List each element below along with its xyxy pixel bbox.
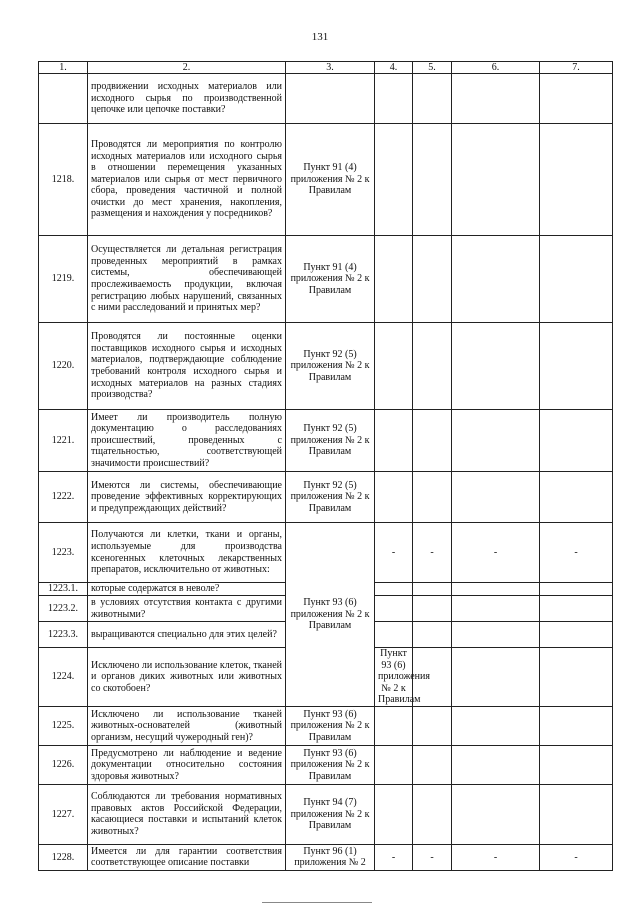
legal-reference: Пункт 93 (6) приложения № 2 к Правилам [286, 706, 375, 745]
answer-cell-col-5: - [413, 844, 452, 870]
answer-cell-col-4 [375, 706, 413, 745]
question-text: Исключено ли использование тканей животных-основателей (животный организм, несущий чужеродный ген)? [88, 706, 286, 745]
answer-cell-col-5 [413, 236, 452, 323]
answer-cell-col-4 [375, 124, 413, 236]
answer-cell-col-7 [540, 596, 613, 622]
item-number: 1219. [39, 236, 88, 323]
header-col-3: 3. [286, 62, 375, 74]
item-number: 1220. [39, 323, 88, 410]
table-row [39, 236, 613, 323]
table-row [39, 74, 613, 124]
question-text: в условиях отсутствия контакта с другими животными? [88, 596, 286, 622]
answer-cell-col-7 [540, 784, 613, 844]
scan-edge-line [262, 902, 372, 903]
answer-cell-col-5 [413, 784, 452, 844]
item-number: 1223.2. [39, 596, 88, 622]
answer-cell-col-5 [413, 583, 452, 596]
answer-cell-col-6 [452, 236, 540, 323]
answer-cell-col-6: - [452, 844, 540, 870]
answer-cell-col-4 [375, 596, 413, 622]
legal-reference: Пункт 92 (5) приложения № 2 к Правилам [286, 323, 375, 410]
answer-cell-col-7 [540, 236, 613, 323]
legal-reference: Пункт 91 (4) приложения № 2 к Правилам [286, 124, 375, 236]
legal-reference: Пункт 94 (7) приложения № 2 к Правилам [286, 784, 375, 844]
legal-reference: Пункт 93 (6) приложения № 2 к Правилам [375, 648, 413, 707]
answer-cell-col-6: - [452, 523, 540, 583]
answer-cell-col-6 [452, 124, 540, 236]
item-number [39, 74, 88, 124]
question-text: Имеет ли производитель полную документацию о расследованиях происшествий, проведенных с тщательностью, соответствующей значимости происшествий? [88, 410, 286, 472]
answer-cell-col-6 [452, 596, 540, 622]
answer-cell-col-6 [452, 472, 540, 523]
answer-cell-col-5 [413, 472, 452, 523]
item-number: 1223. [39, 523, 88, 583]
answer-cell-col-7 [540, 472, 613, 523]
question-text: которые содержатся в неволе? [88, 583, 286, 596]
answer-cell-col-7 [540, 410, 613, 472]
table-row [39, 784, 613, 844]
answer-cell-col-7 [540, 323, 613, 410]
answer-cell-col-6 [452, 745, 540, 784]
answer-cell-col-6 [452, 706, 540, 745]
answer-cell-col-4 [375, 583, 413, 596]
answer-cell-col-5 [413, 622, 452, 648]
question-text: Исключено ли использование клеток, тканей и органов диких животных или животных со скотобоен? [88, 648, 286, 707]
answer-cell-col-7 [540, 745, 613, 784]
item-number: 1218. [39, 124, 88, 236]
item-number: 1226. [39, 745, 88, 784]
table-row [39, 706, 613, 745]
answer-cell-col-6 [540, 648, 613, 707]
legal-reference: Пункт 93 (6) приложения № 2 к Правилам [286, 523, 375, 707]
answer-cell-col-4: - [375, 844, 413, 870]
answer-cell-col-6 [452, 74, 540, 124]
item-number: 1228. [39, 844, 88, 870]
question-text: Имеются ли системы, обеспечивающие проведение эффективных корректирующих и предупреждающих действий? [88, 472, 286, 523]
item-number: 1223.3. [39, 622, 88, 648]
answer-cell-col-7 [540, 583, 613, 596]
table-row [39, 844, 613, 870]
question-text: Имеется ли для гарантии соответствия соответствующее описание поставки [88, 844, 286, 870]
header-col-7: 7. [540, 62, 613, 74]
answer-cell-col-6 [452, 622, 540, 648]
answer-cell-col-6 [452, 583, 540, 596]
question-text: Осуществляется ли детальная регистрация проведенных мероприятий в рамках системы, обеспечивающей прослеживаемость продукции, включая регистрацию любых нарушений, связанных с ними расследований и принятых мер? [88, 236, 286, 323]
table-row [39, 472, 613, 523]
question-text: Получаются ли клетки, ткани и органы, используемые для производства ксеногенных клеточных лекарственных препаратов, исключительно от животных: [88, 523, 286, 583]
question-text: Соблюдаются ли требования нормативных правовых актов Российской Федерации, касающиеся поставки и испытаний клеток животных? [88, 784, 286, 844]
answer-cell-col-4: - [375, 523, 413, 583]
item-number: 1227. [39, 784, 88, 844]
table-row [39, 410, 613, 472]
table-row [39, 745, 613, 784]
answer-cell-col-4 [375, 236, 413, 323]
answer-cell-col-6 [452, 323, 540, 410]
answer-cell-col-4 [375, 784, 413, 844]
item-number: 1221. [39, 410, 88, 472]
legal-reference: Пункт 93 (6) приложения № 2 к Правилам [286, 745, 375, 784]
table-body [39, 74, 613, 871]
answer-cell-col-7 [540, 124, 613, 236]
answer-cell-col-4 [375, 622, 413, 648]
answer-cell-col-5 [413, 74, 452, 124]
answer-cell-col-5 [413, 410, 452, 472]
table-row [39, 124, 613, 236]
answer-cell-col-5 [413, 596, 452, 622]
answer-cell-col-5 [413, 323, 452, 410]
item-number: 1225. [39, 706, 88, 745]
answer-cell-col-4 [375, 410, 413, 472]
legal-reference [286, 74, 375, 124]
answer-cell-col-5 [452, 648, 540, 707]
legal-reference: Пункт 96 (1) приложения № 2 [286, 844, 375, 870]
answer-cell-col-5 [413, 745, 452, 784]
answer-cell-col-5 [413, 124, 452, 236]
legal-reference: Пункт 92 (5) приложения № 2 к Правилам [286, 410, 375, 472]
question-text: Проводятся ли мероприятия по контролю исходных материалов или исходного сырья в отношении перемещения указанных материалов или сырья от мест первичного сбора, проведения частичной и полной очистки до мест хранения, накопления, размещения и нахождения у посредников? [88, 124, 286, 236]
header-col-5: 5. [413, 62, 452, 74]
answer-cell-col-7 [540, 74, 613, 124]
question-text: выращиваются специально для этих целей? [88, 622, 286, 648]
header-col-6: 6. [452, 62, 540, 74]
table-row [39, 323, 613, 410]
item-number: 1222. [39, 472, 88, 523]
header-row [39, 62, 613, 74]
table-row [39, 523, 613, 583]
answer-cell-col-5: - [413, 523, 452, 583]
header-col-4: 4. [375, 62, 413, 74]
legal-reference: Пункт 91 (4) приложения № 2 к Правилам [286, 236, 375, 323]
answer-cell-col-5 [413, 706, 452, 745]
answer-cell-col-7 [540, 622, 613, 648]
answer-cell-col-6 [452, 410, 540, 472]
answer-cell-col-4 [375, 323, 413, 410]
answer-cell-col-6 [452, 784, 540, 844]
answer-cell-col-7: - [540, 523, 613, 583]
page-number: 131 [311, 31, 329, 43]
legal-reference: Пункт 92 (5) приложения № 2 к Правилам [286, 472, 375, 523]
answer-cell-col-7: - [540, 844, 613, 870]
answer-cell-col-4 [375, 472, 413, 523]
header-col-1: 1. [39, 62, 88, 74]
question-text: Проводятся ли постоянные оценки поставщиков исходного сырья и исходных материалов, подтверждающие соблюдение требований контроля исходного сырья и исходных материалов на разных стадиях производства? [88, 323, 286, 410]
checklist-table [38, 61, 613, 871]
answer-cell-col-7 [540, 706, 613, 745]
question-text: Предусмотрено ли наблюдение и ведение документации относительно состояния здоровья животных? [88, 745, 286, 784]
answer-cell-col-4 [375, 74, 413, 124]
answer-cell-col-4 [375, 745, 413, 784]
item-number: 1224. [39, 648, 88, 707]
header-col-2: 2. [88, 62, 286, 74]
item-number: 1223.1. [39, 583, 88, 596]
question-text: продвижении исходных материалов или исходного сырья по производственной цепочке или цепочке поставки? [88, 74, 286, 124]
